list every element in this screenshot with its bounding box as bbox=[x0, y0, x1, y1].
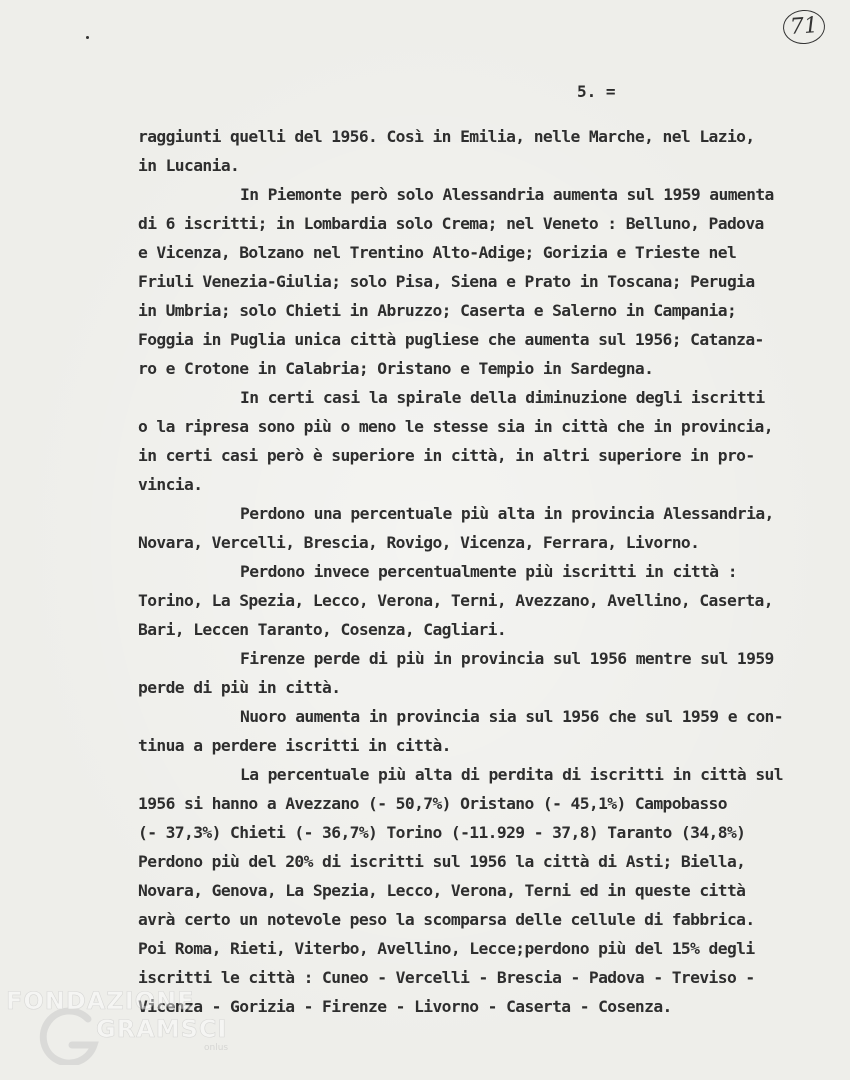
text-line: o la ripresa sono più o meno le stesse sia in città che in provincia, bbox=[138, 417, 773, 436]
text-line: perde di più in città. bbox=[138, 678, 341, 697]
text-line: Bari, Leccen Taranto, Cosenza, Cagliari. bbox=[138, 620, 507, 639]
text-line: raggiunti quelli del 1956. Così in Emilia, nelle Marche, nel Lazio, bbox=[138, 127, 755, 146]
text-line: (- 37,3%) Chieti (- 36,7%) Torino (-11.929 - 37,8) Taranto (34,8%) bbox=[138, 823, 746, 842]
text-line: In Piemonte però solo Alessandria aumenta sul 1959 aumenta bbox=[240, 185, 774, 204]
text-line: Foggia in Puglia unica città pugliese che aumenta sul 1956; Catanza- bbox=[138, 330, 764, 349]
watermark-line2: GRAMSCI bbox=[96, 1015, 228, 1043]
text-line: di 6 iscritti; in Lombardia solo Crema; nel Veneto : Belluno, Padova bbox=[138, 214, 764, 233]
text-line: 1956 si hanno a Avezzano (- 50,7%) Oristano (- 45,1%) Campobasso bbox=[138, 794, 727, 813]
text-line: Firenze perde di più in provincia sul 1956 mentre sul 1959 bbox=[240, 649, 774, 668]
text-line: Novara, Vercelli, Brescia, Rovigo, Vicenza, Ferrara, Livorno. bbox=[138, 533, 700, 552]
text-line: Poi Roma, Rieti, Viterbo, Avellino, Lecce;perdono più del 15% degli bbox=[138, 939, 755, 958]
page-number: 5. = bbox=[577, 82, 616, 101]
text-line: in Umbria; solo Chieti in Abruzzo; Caserta e Salerno in Campania; bbox=[138, 301, 737, 320]
text-line: in Lucania. bbox=[138, 156, 240, 175]
ink-dot bbox=[86, 36, 89, 39]
text-line: Perdono una percentuale più alta in provincia Alessandria, bbox=[240, 504, 774, 523]
text-line: tinua a perdere iscritti in città. bbox=[138, 736, 451, 755]
text-line: avrà certo un notevole peso la scomparsa delle cellule di fabbrica. bbox=[138, 910, 755, 929]
text-line: Vicenza - Gorizia - Firenze - Livorno - Caserta - Cosenza. bbox=[138, 997, 672, 1016]
text-line: e Vicenza, Bolzano nel Trentino Alto-Adige; Gorizia e Trieste nel bbox=[138, 243, 737, 262]
watermark-suffix: onlus bbox=[204, 1043, 229, 1053]
text-line: Torino, La Spezia, Lecco, Verona, Terni, Avezzano, Avellino, Caserta, bbox=[138, 591, 773, 610]
text-line: in certi casi però è superiore in città, in altri superiore in pro- bbox=[138, 446, 755, 465]
folio-stamp: 71 bbox=[782, 9, 826, 46]
text-line: ro e Crotone in Calabria; Oristano e Tempio in Sardegna. bbox=[138, 359, 654, 378]
text-line: La percentuale più alta di perdita di iscritti in città sul bbox=[240, 765, 783, 784]
watermark-line1: FONDAZIONE bbox=[6, 987, 195, 1015]
text-line: Novara, Genova, La Spezia, Lecco, Verona, Terni ed in queste città bbox=[138, 881, 746, 900]
text-line: Friuli Venezia-Giulia; solo Pisa, Siena e Prato in Toscana; Perugia bbox=[138, 272, 755, 291]
text-line: Perdono invece percentualmente più iscritti in città : bbox=[240, 562, 737, 581]
fondazione-gramsci-watermark bbox=[6, 985, 236, 1075]
text-line: Nuoro aumenta in provincia sia sul 1956 che sul 1959 e con- bbox=[240, 707, 783, 726]
text-line: In certi casi la spirale della diminuzione degli iscritti bbox=[240, 388, 765, 407]
text-line: iscritti le città : Cuneo - Vercelli - Brescia - Padova - Treviso - bbox=[138, 968, 755, 987]
text-line: Perdono più del 20% di iscritti sul 1956 la città di Asti; Biella, bbox=[138, 852, 746, 871]
text-line: vincia. bbox=[138, 475, 203, 494]
